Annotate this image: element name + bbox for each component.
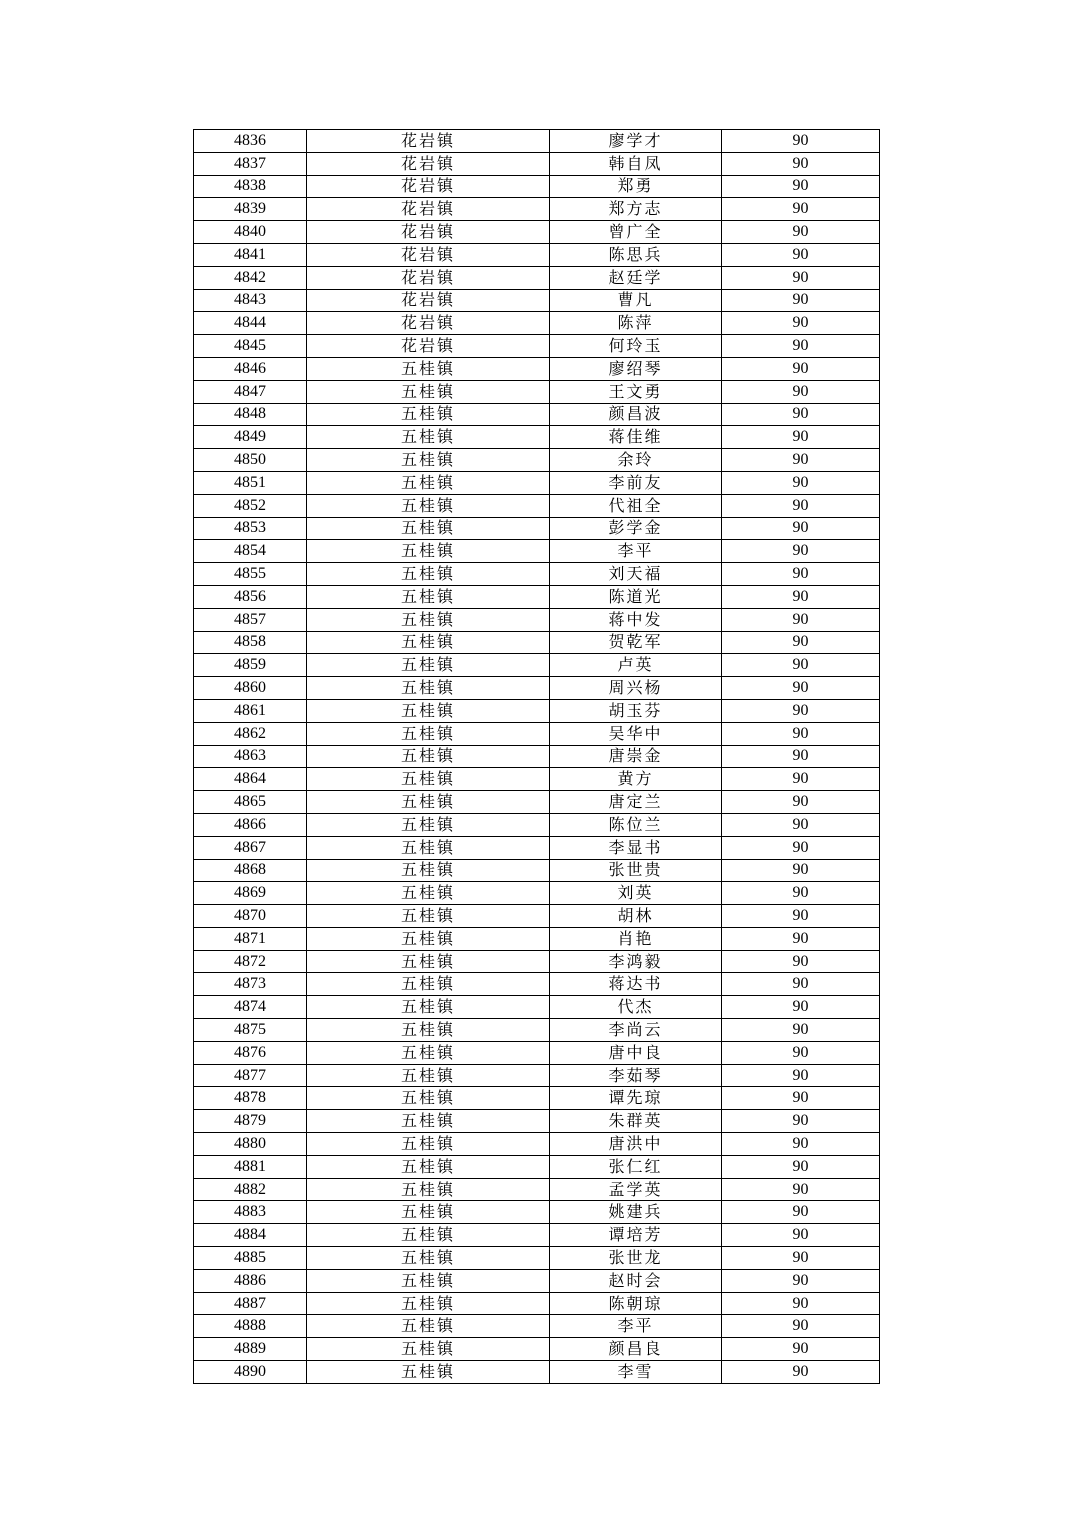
town-cell: 五桂镇 [307,585,550,608]
town-cell: 五桂镇 [307,563,550,586]
table-row [194,1247,880,1270]
score-cell: 90 [722,563,880,586]
table-row [194,1110,880,1133]
score-cell: 90 [722,471,880,494]
row-number-cell: 4886 [194,1269,307,1292]
town-cell: 五桂镇 [307,1247,550,1270]
person-name-cell: 吴华中 [550,722,722,745]
person-name-cell: 陈萍 [550,312,722,335]
town-cell: 五桂镇 [307,1155,550,1178]
person-name-cell: 韩自凤 [550,152,722,175]
row-number-cell: 4866 [194,813,307,836]
town-cell: 五桂镇 [307,745,550,768]
score-cell: 90 [722,927,880,950]
town-cell: 五桂镇 [307,471,550,494]
row-number-cell: 4850 [194,449,307,472]
town-cell: 五桂镇 [307,950,550,973]
row-number-cell: 4884 [194,1224,307,1247]
score-cell: 90 [722,905,880,928]
person-name-cell: 孟学英 [550,1178,722,1201]
score-cell: 90 [722,836,880,859]
row-number-cell: 4860 [194,677,307,700]
town-cell: 五桂镇 [307,699,550,722]
score-cell: 90 [722,585,880,608]
table-row [194,152,880,175]
town-cell: 五桂镇 [307,905,550,928]
score-cell: 90 [722,266,880,289]
row-number-cell: 4864 [194,768,307,791]
person-name-cell: 胡玉芬 [550,699,722,722]
town-cell: 五桂镇 [307,380,550,403]
score-cell: 90 [722,882,880,905]
table-row [194,1133,880,1156]
table-row [194,654,880,677]
score-cell: 90 [722,517,880,540]
row-number-cell: 4885 [194,1247,307,1270]
score-cell: 90 [722,175,880,198]
town-cell: 五桂镇 [307,1178,550,1201]
row-number-cell: 4845 [194,335,307,358]
person-name-cell: 李雪 [550,1361,722,1384]
table-row [194,585,880,608]
table-row [194,745,880,768]
score-cell: 90 [722,1361,880,1384]
table-row [194,608,880,631]
row-number-cell: 4890 [194,1361,307,1384]
person-name-cell: 李平 [550,1315,722,1338]
town-cell: 五桂镇 [307,882,550,905]
row-number-cell: 4841 [194,243,307,266]
person-name-cell: 唐洪中 [550,1133,722,1156]
score-cell: 90 [722,654,880,677]
score-cell: 90 [722,950,880,973]
town-cell: 五桂镇 [307,1041,550,1064]
score-cell: 90 [722,813,880,836]
row-number-cell: 4844 [194,312,307,335]
town-cell: 五桂镇 [307,1087,550,1110]
table-row [194,768,880,791]
table-row [194,882,880,905]
town-cell: 五桂镇 [307,1292,550,1315]
score-cell: 90 [722,1019,880,1042]
table-row [194,1155,880,1178]
table-row [194,243,880,266]
row-number-cell: 4857 [194,608,307,631]
person-name-cell: 曹凡 [550,289,722,312]
person-name-cell: 唐定兰 [550,791,722,814]
row-number-cell: 4865 [194,791,307,814]
town-cell: 五桂镇 [307,426,550,449]
table-row [194,403,880,426]
table-row [194,722,880,745]
town-cell: 五桂镇 [307,608,550,631]
town-cell: 花岩镇 [307,198,550,221]
town-cell: 五桂镇 [307,791,550,814]
town-cell: 花岩镇 [307,335,550,358]
person-name-cell: 李茹琴 [550,1064,722,1087]
town-cell: 五桂镇 [307,1019,550,1042]
town-cell: 花岩镇 [307,221,550,244]
roster-table [193,129,880,1384]
row-number-cell: 4879 [194,1110,307,1133]
person-name-cell: 代杰 [550,996,722,1019]
table-row [194,357,880,380]
person-name-cell: 黄方 [550,768,722,791]
table-row [194,1064,880,1087]
score-cell: 90 [722,449,880,472]
person-name-cell: 唐中良 [550,1041,722,1064]
town-cell: 五桂镇 [307,1361,550,1384]
person-name-cell: 陈朝琼 [550,1292,722,1315]
score-cell: 90 [722,130,880,153]
row-number-cell: 4874 [194,996,307,1019]
person-name-cell: 朱群英 [550,1110,722,1133]
person-name-cell: 李平 [550,540,722,563]
person-name-cell: 王文勇 [550,380,722,403]
score-cell: 90 [722,1338,880,1361]
person-name-cell: 唐崇金 [550,745,722,768]
town-cell: 五桂镇 [307,813,550,836]
table-row [194,1292,880,1315]
town-cell: 五桂镇 [307,973,550,996]
row-number-cell: 4849 [194,426,307,449]
town-cell: 五桂镇 [307,722,550,745]
row-number-cell: 4840 [194,221,307,244]
town-cell: 五桂镇 [307,1110,550,1133]
row-number-cell: 4882 [194,1178,307,1201]
person-name-cell: 姚建兵 [550,1201,722,1224]
table-row [194,312,880,335]
row-number-cell: 4854 [194,540,307,563]
row-number-cell: 4861 [194,699,307,722]
table-row [194,221,880,244]
town-cell: 五桂镇 [307,449,550,472]
roster-table-body [194,130,880,1384]
score-cell: 90 [722,973,880,996]
score-cell: 90 [722,540,880,563]
person-name-cell: 赵廷学 [550,266,722,289]
person-name-cell: 贺乾军 [550,631,722,654]
row-number-cell: 4851 [194,471,307,494]
person-name-cell: 廖绍琴 [550,357,722,380]
person-name-cell: 蒋中发 [550,608,722,631]
score-cell: 90 [722,403,880,426]
person-name-cell: 蒋佳维 [550,426,722,449]
score-cell: 90 [722,722,880,745]
table-row [194,289,880,312]
person-name-cell: 刘天福 [550,563,722,586]
score-cell: 90 [722,996,880,1019]
row-number-cell: 4863 [194,745,307,768]
person-name-cell: 余玲 [550,449,722,472]
score-cell: 90 [722,289,880,312]
row-number-cell: 4848 [194,403,307,426]
score-cell: 90 [722,335,880,358]
person-name-cell: 张世贵 [550,859,722,882]
person-name-cell: 彭学金 [550,517,722,540]
table-row [194,699,880,722]
row-number-cell: 4858 [194,631,307,654]
person-name-cell: 张仁红 [550,1155,722,1178]
town-cell: 花岩镇 [307,175,550,198]
town-cell: 五桂镇 [307,1269,550,1292]
town-cell: 花岩镇 [307,152,550,175]
town-cell: 五桂镇 [307,654,550,677]
score-cell: 90 [722,1110,880,1133]
row-number-cell: 4877 [194,1064,307,1087]
row-number-cell: 4838 [194,175,307,198]
row-number-cell: 4836 [194,130,307,153]
score-cell: 90 [722,791,880,814]
score-cell: 90 [722,1269,880,1292]
row-number-cell: 4855 [194,563,307,586]
town-cell: 五桂镇 [307,631,550,654]
table-row [194,1178,880,1201]
town-cell: 五桂镇 [307,1201,550,1224]
person-name-cell: 赵时会 [550,1269,722,1292]
score-cell: 90 [722,221,880,244]
table-row [194,266,880,289]
town-cell: 五桂镇 [307,677,550,700]
score-cell: 90 [722,198,880,221]
town-cell: 五桂镇 [307,768,550,791]
score-cell: 90 [722,243,880,266]
score-cell: 90 [722,1247,880,1270]
row-number-cell: 4847 [194,380,307,403]
town-cell: 五桂镇 [307,1224,550,1247]
town-cell: 花岩镇 [307,243,550,266]
town-cell: 五桂镇 [307,859,550,882]
row-number-cell: 4878 [194,1087,307,1110]
row-number-cell: 4868 [194,859,307,882]
row-number-cell: 4843 [194,289,307,312]
person-name-cell: 张世龙 [550,1247,722,1270]
table-row [194,973,880,996]
table-row [194,1338,880,1361]
score-cell: 90 [722,152,880,175]
score-cell: 90 [722,380,880,403]
town-cell: 五桂镇 [307,1315,550,1338]
row-number-cell: 4842 [194,266,307,289]
town-cell: 五桂镇 [307,517,550,540]
score-cell: 90 [722,699,880,722]
table-row [194,471,880,494]
person-name-cell: 曾广全 [550,221,722,244]
town-cell: 五桂镇 [307,927,550,950]
person-name-cell: 颜昌良 [550,1338,722,1361]
score-cell: 90 [722,677,880,700]
score-cell: 90 [722,1201,880,1224]
table-row [194,380,880,403]
table-row [194,540,880,563]
table-row [194,1361,880,1384]
row-number-cell: 4872 [194,950,307,973]
row-number-cell: 4853 [194,517,307,540]
person-name-cell: 谭培芳 [550,1224,722,1247]
town-cell: 五桂镇 [307,1064,550,1087]
row-number-cell: 4875 [194,1019,307,1042]
table-row [194,563,880,586]
person-name-cell: 周兴杨 [550,677,722,700]
table-row [194,996,880,1019]
row-number-cell: 4887 [194,1292,307,1315]
table-row [194,677,880,700]
person-name-cell: 卢英 [550,654,722,677]
table-row [194,1269,880,1292]
table-row [194,631,880,654]
row-number-cell: 4867 [194,836,307,859]
score-cell: 90 [722,745,880,768]
town-cell: 花岩镇 [307,130,550,153]
score-cell: 90 [722,631,880,654]
row-number-cell: 4873 [194,973,307,996]
row-number-cell: 4883 [194,1201,307,1224]
town-cell: 五桂镇 [307,540,550,563]
score-cell: 90 [722,1315,880,1338]
town-cell: 五桂镇 [307,494,550,517]
row-number-cell: 4862 [194,722,307,745]
table-row [194,1224,880,1247]
score-cell: 90 [722,768,880,791]
table-row [194,426,880,449]
table-row [194,1315,880,1338]
town-cell: 花岩镇 [307,312,550,335]
row-number-cell: 4871 [194,927,307,950]
score-cell: 90 [722,1292,880,1315]
person-name-cell: 李尚云 [550,1019,722,1042]
score-cell: 90 [722,312,880,335]
table-row [194,130,880,153]
score-cell: 90 [722,1224,880,1247]
person-name-cell: 颜昌波 [550,403,722,426]
person-name-cell: 代祖全 [550,494,722,517]
table-row [194,449,880,472]
row-number-cell: 4876 [194,1041,307,1064]
score-cell: 90 [722,426,880,449]
score-cell: 90 [722,1041,880,1064]
town-cell: 五桂镇 [307,1133,550,1156]
score-cell: 90 [722,1087,880,1110]
row-number-cell: 4881 [194,1155,307,1178]
person-name-cell: 郑勇 [550,175,722,198]
person-name-cell: 蒋达书 [550,973,722,996]
town-cell: 花岩镇 [307,289,550,312]
table-row [194,494,880,517]
person-name-cell: 陈道光 [550,585,722,608]
table-row [194,791,880,814]
row-number-cell: 4837 [194,152,307,175]
person-name-cell: 何玲玉 [550,335,722,358]
town-cell: 五桂镇 [307,1338,550,1361]
person-name-cell: 陈位兰 [550,813,722,836]
person-name-cell: 郑方志 [550,198,722,221]
person-name-cell: 胡林 [550,905,722,928]
town-cell: 五桂镇 [307,996,550,1019]
score-cell: 90 [722,1064,880,1087]
table-row [194,335,880,358]
table-row [194,1087,880,1110]
score-cell: 90 [722,1178,880,1201]
person-name-cell: 谭先琼 [550,1087,722,1110]
row-number-cell: 4852 [194,494,307,517]
person-name-cell: 李前友 [550,471,722,494]
table-row [194,836,880,859]
row-number-cell: 4859 [194,654,307,677]
table-row [194,198,880,221]
row-number-cell: 4880 [194,1133,307,1156]
table-row [194,1201,880,1224]
person-name-cell: 肖艳 [550,927,722,950]
table-row [194,1041,880,1064]
town-cell: 五桂镇 [307,403,550,426]
row-number-cell: 4889 [194,1338,307,1361]
score-cell: 90 [722,1155,880,1178]
table-row [194,813,880,836]
person-name-cell: 李鸿毅 [550,950,722,973]
row-number-cell: 4888 [194,1315,307,1338]
score-cell: 90 [722,1133,880,1156]
person-name-cell: 陈思兵 [550,243,722,266]
row-number-cell: 4856 [194,585,307,608]
table-row [194,1019,880,1042]
score-cell: 90 [722,357,880,380]
town-cell: 五桂镇 [307,836,550,859]
roster-sheet [193,129,879,1384]
person-name-cell: 李显书 [550,836,722,859]
table-row [194,905,880,928]
row-number-cell: 4870 [194,905,307,928]
table-row [194,950,880,973]
person-name-cell: 刘英 [550,882,722,905]
row-number-cell: 4846 [194,357,307,380]
row-number-cell: 4869 [194,882,307,905]
score-cell: 90 [722,859,880,882]
score-cell: 90 [722,608,880,631]
row-number-cell: 4839 [194,198,307,221]
town-cell: 五桂镇 [307,357,550,380]
score-cell: 90 [722,494,880,517]
table-row [194,859,880,882]
table-row [194,927,880,950]
person-name-cell: 廖学才 [550,130,722,153]
table-row [194,517,880,540]
town-cell: 花岩镇 [307,266,550,289]
table-row [194,175,880,198]
